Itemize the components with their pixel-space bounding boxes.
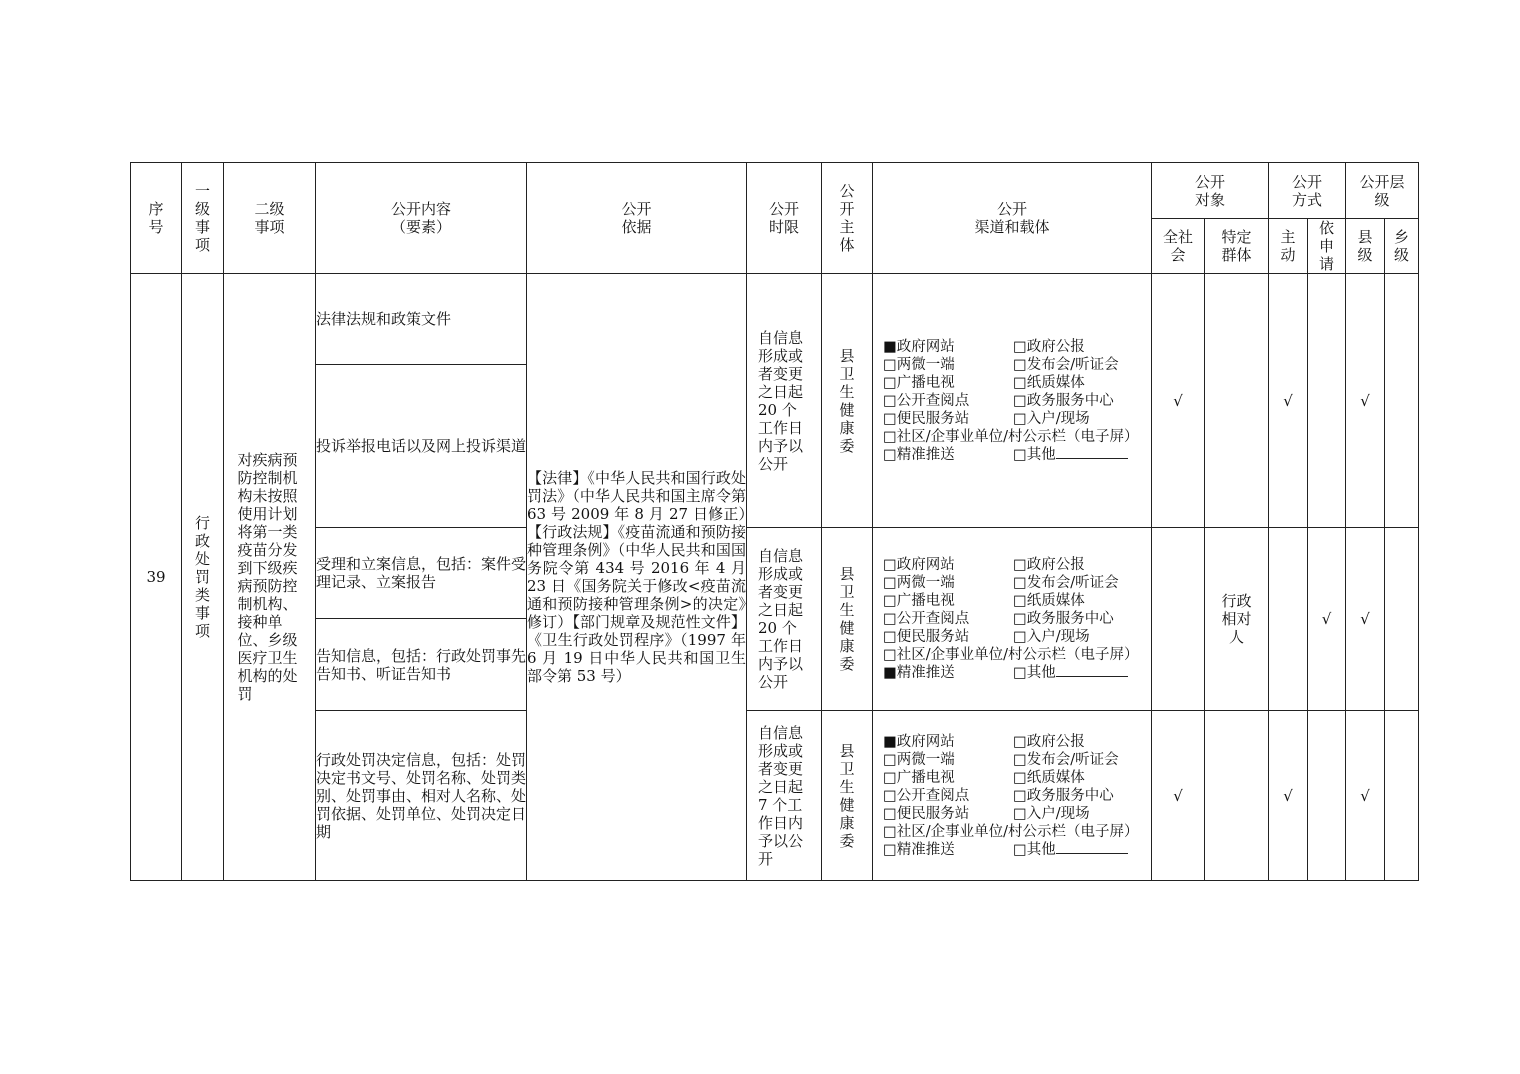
channel-option: □公开查阅点 [883, 611, 970, 627]
header-channels [873, 163, 1152, 274]
channel-option: ■精准推送 [883, 665, 955, 681]
header-content [316, 163, 527, 274]
cell-text: 公开 [1292, 172, 1323, 191]
header-level [1346, 163, 1419, 219]
cell-text: 公开主体 [839, 182, 855, 254]
group2-target-all [1152, 528, 1205, 711]
group2-county: √ [1346, 528, 1385, 711]
group1-subject [822, 274, 873, 528]
cell-text: 主动 [1280, 228, 1296, 264]
channel-option: ■政府网站 [883, 733, 955, 750]
cell-text: 县卫生健康委 [839, 565, 855, 673]
cell-text: （要素） [390, 218, 451, 236]
header-level2 [224, 163, 316, 274]
other-blank-line [1056, 664, 1128, 677]
group1-target-all: √ [1152, 274, 1205, 528]
group2-subject [822, 528, 873, 711]
group2-request: √ [1308, 528, 1346, 711]
channel-option: □政务服务中心 [1013, 392, 1114, 409]
group1-target-specific [1205, 274, 1269, 528]
group3-township [1385, 711, 1419, 881]
header-target-specific [1205, 219, 1269, 274]
cell-text: 全社 [1162, 228, 1193, 246]
content-item: 投诉举报电话以及网上投诉渠道 [316, 365, 527, 528]
cell-text: 依申请 [1319, 219, 1335, 273]
group1-channels [873, 274, 1152, 528]
cell-text: 公开 [768, 200, 799, 218]
channel-option: □广播电视 [883, 769, 955, 786]
group3-time-limit [747, 711, 822, 881]
channel-option: □发布会/听证会 [1013, 575, 1119, 591]
channel-option: □广播电视 [883, 374, 955, 391]
cell-text: 会 [1170, 246, 1186, 264]
group3-subject [822, 711, 873, 881]
channel-option: □社区/企事业单位/村公示栏（电子屏） [883, 647, 1139, 663]
channel-option [1013, 446, 1141, 464]
channel-option: □精准推送 [883, 446, 955, 463]
header-seq [131, 163, 182, 274]
header-level1 [182, 163, 224, 274]
channel-option: □入户/现场 [1013, 410, 1090, 427]
channel-option: □便民服务站 [883, 805, 970, 822]
group2-target-specific [1205, 528, 1269, 711]
cell-text: 县卫生健康委 [839, 741, 855, 850]
group2-active [1269, 528, 1308, 711]
disclosure-table [130, 162, 1419, 881]
content-item: 告知信息，包括：行政处罚事先告知书、听证告知书 [316, 619, 527, 711]
group3-target-specific [1205, 711, 1269, 881]
cell-text: 公开 [1195, 172, 1226, 191]
cell-text: 方式 [1292, 190, 1323, 209]
cell-text: 群体 [1221, 246, 1252, 264]
group2-township [1385, 528, 1419, 711]
cell-text: 公开 [621, 200, 652, 218]
cell-text: 行政处罚类事项 [194, 514, 210, 640]
header-method [1269, 163, 1346, 219]
cell-text: 县卫生健康委 [839, 346, 855, 455]
channel-option: □两微一端 [883, 751, 955, 768]
cell-text: 自信息形成或者变更之日起 7 个工作日内予以公开 [758, 723, 804, 868]
cell-text: 对疾病预防控制机构未按照使用计划将第一类疫苗分发到下级疾病预防控制机构、接种单位、乡级医疗卫生机构的处罚 [237, 451, 298, 703]
channel-option: □精准推送 [883, 841, 955, 858]
content-item: 行政处罚决定信息，包括：处罚决定书文号、处罚名称、处罚类别、处罚事由、相对人名称、处罚依据、处罚单位、处罚决定日期 [316, 711, 527, 881]
channel-option [1013, 664, 1141, 682]
channel-option: □政务服务中心 [1013, 787, 1114, 804]
channel-option: □公开查阅点 [883, 787, 970, 804]
channel-list [873, 338, 1151, 464]
cell-text: 特定 [1221, 228, 1252, 246]
header-basis [527, 163, 747, 274]
channel-option: □公开查阅点 [883, 392, 970, 409]
channel-option: □纸质媒体 [1013, 769, 1085, 786]
group1-county: √ [1346, 274, 1385, 528]
group3-target-all: √ [1152, 711, 1205, 881]
row-level1 [182, 274, 224, 881]
channel-option: □入户/现场 [1013, 805, 1090, 822]
channel-option: □政府公报 [1013, 338, 1085, 355]
header-subject [822, 163, 873, 274]
channel-option: □社区/企事业单位/村公示栏（电子屏） [883, 823, 1139, 840]
header-level-county [1346, 219, 1385, 274]
other-blank-line [1056, 446, 1128, 459]
header-level-township [1385, 219, 1419, 274]
cell-text: 对象 [1195, 190, 1226, 209]
cell-text: 乡级 [1394, 228, 1410, 264]
group1-time-limit [747, 274, 822, 528]
cell-text: 一级事项 [194, 182, 210, 254]
channel-option: □发布会/听证会 [1013, 751, 1119, 768]
channel-option-label: □其他 [1013, 841, 1056, 858]
group2-channels [873, 528, 1152, 711]
cell-text: 时限 [768, 218, 799, 236]
channel-option: □政府公报 [1013, 733, 1085, 750]
row-seq: 39 [131, 274, 182, 881]
channel-list [873, 556, 1151, 682]
channel-option: □发布会/听证会 [1013, 356, 1119, 373]
group3-active: √ [1269, 711, 1308, 881]
channel-option: □便民服务站 [883, 410, 970, 427]
header-target [1152, 163, 1269, 219]
content-item: 受理和立案信息，包括：案件受理记录、立案报告 [316, 528, 527, 619]
group1-active: √ [1269, 274, 1308, 528]
channel-option-label: □其他 [1013, 446, 1056, 463]
header-time-limit [747, 163, 822, 274]
group2-time-limit [747, 528, 822, 711]
channel-list [873, 733, 1151, 859]
group3-request [1308, 711, 1346, 881]
cell-text: 渠道和载体 [974, 218, 1050, 236]
channel-option: □入户/现场 [1013, 629, 1090, 645]
group3-county: √ [1346, 711, 1385, 881]
channel-option: □便民服务站 [883, 629, 970, 645]
channel-option: □社区/企事业单位/村公示栏（电子屏） [883, 428, 1139, 445]
cell-text: 二级事项 [254, 200, 285, 236]
channel-option [1013, 841, 1141, 859]
channel-option: □广播电视 [883, 593, 955, 609]
channel-option: □纸质媒体 [1013, 374, 1085, 391]
other-blank-line [1056, 841, 1128, 854]
channel-option: □政府网站 [883, 557, 955, 573]
cell-text: 序号 [148, 200, 164, 236]
cell-text: 公开层 [1359, 172, 1405, 191]
channel-option: ■政府网站 [883, 338, 955, 355]
cell-text: 县级 [1357, 228, 1373, 264]
cell-text: 公开 [996, 200, 1027, 218]
content-item: 法律法规和政策文件 [316, 274, 527, 365]
cell-text: 级 [1374, 190, 1390, 209]
channel-option: □两微一端 [883, 575, 955, 591]
header-method-request [1308, 219, 1346, 274]
group3-channels [873, 711, 1152, 881]
channel-option: □两微一端 [883, 356, 955, 373]
cell-text: 行政相对人 [1221, 592, 1252, 646]
channel-option: □政府公报 [1013, 557, 1085, 573]
channel-option: □纸质媒体 [1013, 593, 1085, 609]
row-level2 [224, 274, 316, 881]
header-target-all [1152, 219, 1205, 274]
group1-township [1385, 274, 1419, 528]
cell-text: 自信息形成或者变更之日起 20 个工作日内予以公开 [758, 328, 804, 473]
channel-option: □政务服务中心 [1013, 611, 1114, 627]
cell-text: 公开内容 [390, 200, 451, 218]
header-method-active [1269, 219, 1308, 274]
cell-text: 依据 [621, 218, 652, 236]
row-basis: 【法律】《中华人民共和国行政处罚法》（中华人民共和国主席令第 63 号 2009 年 8 月 27 日修正）【行政法规】《疫苗流通和预防接种管理条例》（中华人民共和国国务院令第 434 号 2016 年 4 月 23 日《国务院关于修改<疫苗流通和预防接种管理条例>的决定》修订）【部门规章及规范性文件】《卫生行政处罚程序》（1997 年 6 月 19 日中华人民共和国卫生部令第 53 号） [527, 274, 747, 881]
group1-request [1308, 274, 1346, 528]
cell-text: 自信息形成或者变更之日起 20 个工作日内予以公开 [758, 547, 804, 691]
channel-option-label: □其他 [1013, 665, 1056, 681]
